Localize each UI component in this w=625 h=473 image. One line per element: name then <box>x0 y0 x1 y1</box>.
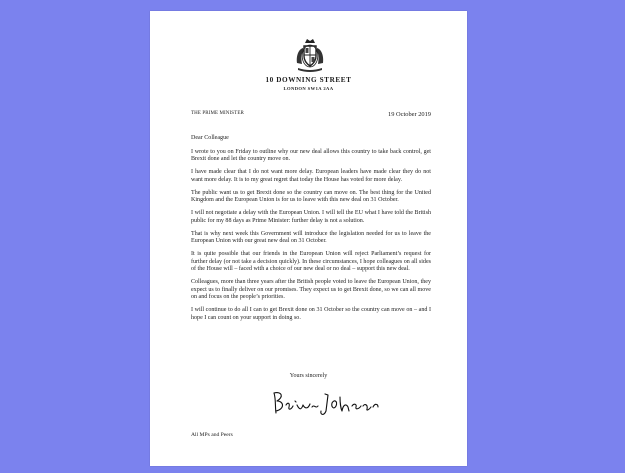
paragraph: It is quite possible that our friends in the European Union will reject Parliament’s request for further delay (or not take a decision quickly). In these circumstances, I hope colleagues on all sides of the House will – faced with a choice of our new deal or no deal – support this new deal. <box>191 251 431 272</box>
closing: Yours sincerely <box>289 373 328 379</box>
letterhead-address: 10 DOWNING STREET <box>265 76 352 84</box>
letter-date: 19 October 2019 <box>388 111 431 118</box>
letterhead-postcode: LONDON SW1A 2AA <box>283 86 334 91</box>
sender-title: THE PRIME MINISTER <box>191 111 244 116</box>
letter-meta <box>191 111 431 118</box>
letter-body <box>191 135 431 328</box>
recipients: All MPs and Peers <box>191 432 233 438</box>
signature <box>268 389 388 417</box>
paragraph: I have made clear that I do not want more delay. European leaders have made clear they do not want more delay. It is to my great regret that today the House has voted for more delay. <box>191 169 431 183</box>
paragraph: The public want us to get Brexit done so the country can move on. The best thing for the United Kingdom and the European Union is for us to leave with this new deal on 31 October. <box>191 189 431 203</box>
paragraph: That is why next week this Government will introduce the legislation needed for us to leave the European Union with our great new deal on 31 October. <box>191 230 431 244</box>
letter-page <box>150 11 467 466</box>
paragraph: I wrote to you on Friday to outline why our new deal allows this country to take back control, get Brexit done and let the country move on. <box>191 148 431 162</box>
royal-crest-icon <box>292 37 328 73</box>
paragraph: Colleagues, more than three years after the British people voted to leave the European Union, they expect us to finally deliver on our promises. They expect us to get Brexit done, so we can all move on and focus on the people’s priorities. <box>191 279 431 300</box>
paragraph: I will not negotiate a delay with the European Union. I will tell the EU what I have told the British public for my 88 days as Prime Minister: further delay is not a solution. <box>191 210 431 224</box>
salutation: Dear Colleague <box>191 135 229 141</box>
paragraph: I will continue to do all I can to get Brexit done on 31 October so the country can move on – and I hope I can count on your support in doing so. <box>191 307 431 321</box>
